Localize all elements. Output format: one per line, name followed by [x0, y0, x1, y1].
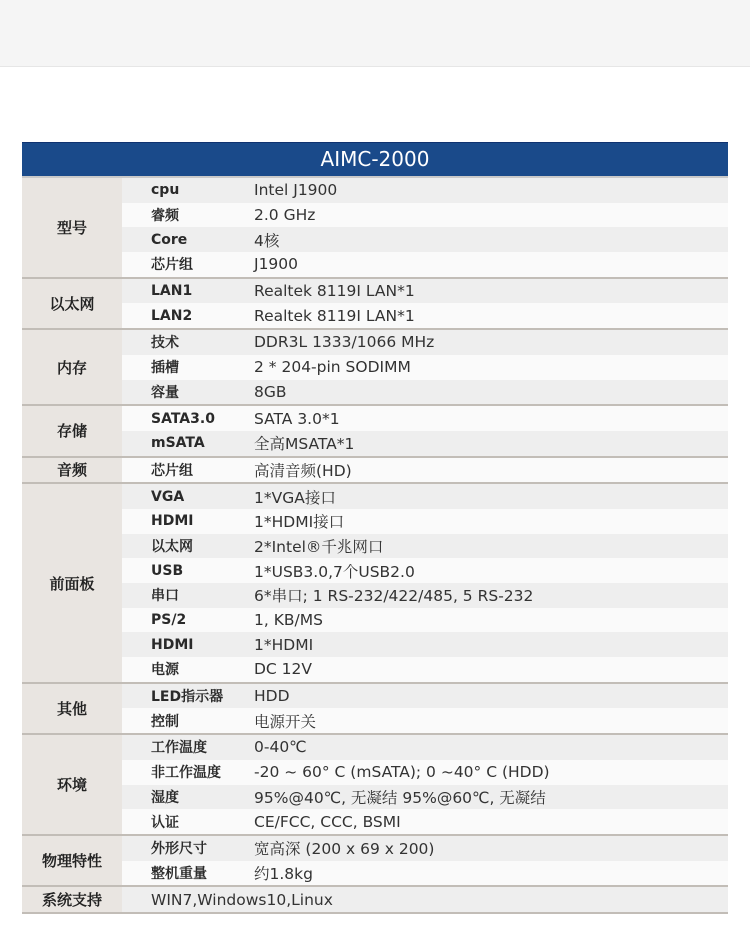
spec-value: Realtek 8119I LAN*1 [252, 303, 728, 329]
spec-row [22, 431, 728, 457]
spec-row [22, 483, 728, 509]
spec-value: -20 ~ 60° C (mSATA); 0 ~40° C (HDD) [252, 760, 728, 785]
spec-row [22, 509, 728, 534]
spec-value: CE/FCC, CCC, BSMI [252, 809, 728, 835]
spec-key: HDMI [122, 632, 252, 657]
spec-row [22, 734, 728, 760]
spec-value: 约1.8kg [252, 861, 728, 887]
spec-row [22, 380, 728, 406]
spec-key: mSATA [122, 431, 252, 457]
spec-value: 全高MSATA*1 [252, 431, 728, 457]
spec-value: 1*HDMI接口 [252, 509, 728, 534]
top-band [0, 0, 750, 67]
category-label: 物理特性 [22, 835, 122, 886]
spec-row [22, 252, 728, 278]
spec-row [22, 835, 728, 861]
spec-row [22, 558, 728, 583]
spec-key: USB [122, 558, 252, 583]
category-label: 前面板 [22, 483, 122, 683]
spec-row [22, 632, 728, 657]
spec-row [22, 583, 728, 608]
spec-key: 睿频 [122, 203, 252, 228]
spec-key: 整机重量 [122, 861, 252, 887]
spec-table-body [22, 178, 728, 913]
os-support-row [22, 886, 728, 913]
spec-value: 1*USB3.0,7个USB2.0 [252, 558, 728, 583]
spec-table-container [22, 142, 728, 914]
spec-key: 电源 [122, 657, 252, 683]
spec-title: AIMC-2000 [22, 142, 728, 178]
spec-row [22, 809, 728, 835]
spec-value: 6*串口; 1 RS-232/422/485, 5 RS-232 [252, 583, 728, 608]
spec-key: 外形尺寸 [122, 835, 252, 861]
spec-key: 湿度 [122, 785, 252, 810]
spec-value: DDR3L 1333/1066 MHz [252, 329, 728, 355]
spec-key: PS/2 [122, 608, 252, 633]
spec-value: SATA 3.0*1 [252, 405, 728, 431]
spec-row [22, 278, 728, 304]
spec-key: 工作温度 [122, 734, 252, 760]
spec-value: J1900 [252, 252, 728, 278]
spec-value: 2.0 GHz [252, 203, 728, 228]
spec-row [22, 303, 728, 329]
spec-key: LAN1 [122, 278, 252, 304]
spec-value: Realtek 8119I LAN*1 [252, 278, 728, 304]
spec-value: DC 12V [252, 657, 728, 683]
spec-value: 2*Intel®千兆网口 [252, 534, 728, 559]
spec-row [22, 227, 728, 252]
spec-key: VGA [122, 483, 252, 509]
spec-key: 以太网 [122, 534, 252, 559]
spec-value: 1*VGA接口 [252, 483, 728, 509]
spec-key: cpu [122, 178, 252, 203]
spec-key: Core [122, 227, 252, 252]
category-label: 以太网 [22, 278, 122, 329]
spec-value: 8GB [252, 380, 728, 406]
spec-row [22, 708, 728, 734]
spec-key: LED指示器 [122, 683, 252, 709]
spec-value: 高清音频(HD) [252, 457, 728, 484]
spec-row [22, 329, 728, 355]
category-label: 内存 [22, 329, 122, 405]
spec-key: 技术 [122, 329, 252, 355]
spec-key: 串口 [122, 583, 252, 608]
category-label: 音频 [22, 457, 122, 484]
spec-key: 芯片组 [122, 457, 252, 484]
spec-key: LAN2 [122, 303, 252, 329]
spec-row [22, 657, 728, 683]
spec-value: 4核 [252, 227, 728, 252]
spec-value: 95%@40℃, 无凝结 95%@60℃, 无凝结 [252, 785, 728, 810]
spec-row [22, 534, 728, 559]
spec-key: 认证 [122, 809, 252, 835]
spec-row [22, 861, 728, 887]
spec-value: 0-40℃ [252, 734, 728, 760]
spec-value: HDD [252, 683, 728, 709]
spec-value: 1, KB/MS [252, 608, 728, 633]
category-label: 其他 [22, 683, 122, 734]
spec-key: 非工作温度 [122, 760, 252, 785]
spec-value: 2 * 204-pin SODIMM [252, 355, 728, 380]
spec-row [22, 785, 728, 810]
spec-value: 电源开关 [252, 708, 728, 734]
spec-row [22, 203, 728, 228]
spec-key: HDMI [122, 509, 252, 534]
category-label: 存储 [22, 405, 122, 456]
spec-value: 宽高深 (200 x 69 x 200) [252, 835, 728, 861]
spec-value: 1*HDMI [252, 632, 728, 657]
category-label: 型号 [22, 178, 122, 278]
spec-table [22, 178, 728, 914]
spec-key: 芯片组 [122, 252, 252, 278]
spec-row [22, 405, 728, 431]
spec-row [22, 608, 728, 633]
spec-row [22, 457, 728, 484]
spec-value: Intel J1900 [252, 178, 728, 203]
spec-key: 控制 [122, 708, 252, 734]
category-label: 系统支持 [22, 886, 122, 913]
spec-row [22, 760, 728, 785]
spec-row [22, 683, 728, 709]
category-label: 环境 [22, 734, 122, 835]
spec-row [22, 355, 728, 380]
spec-key: 容量 [122, 380, 252, 406]
os-support-value: WIN7,Windows10,Linux [122, 886, 728, 913]
spec-row [22, 178, 728, 203]
spec-key: 插槽 [122, 355, 252, 380]
spec-key: SATA3.0 [122, 405, 252, 431]
